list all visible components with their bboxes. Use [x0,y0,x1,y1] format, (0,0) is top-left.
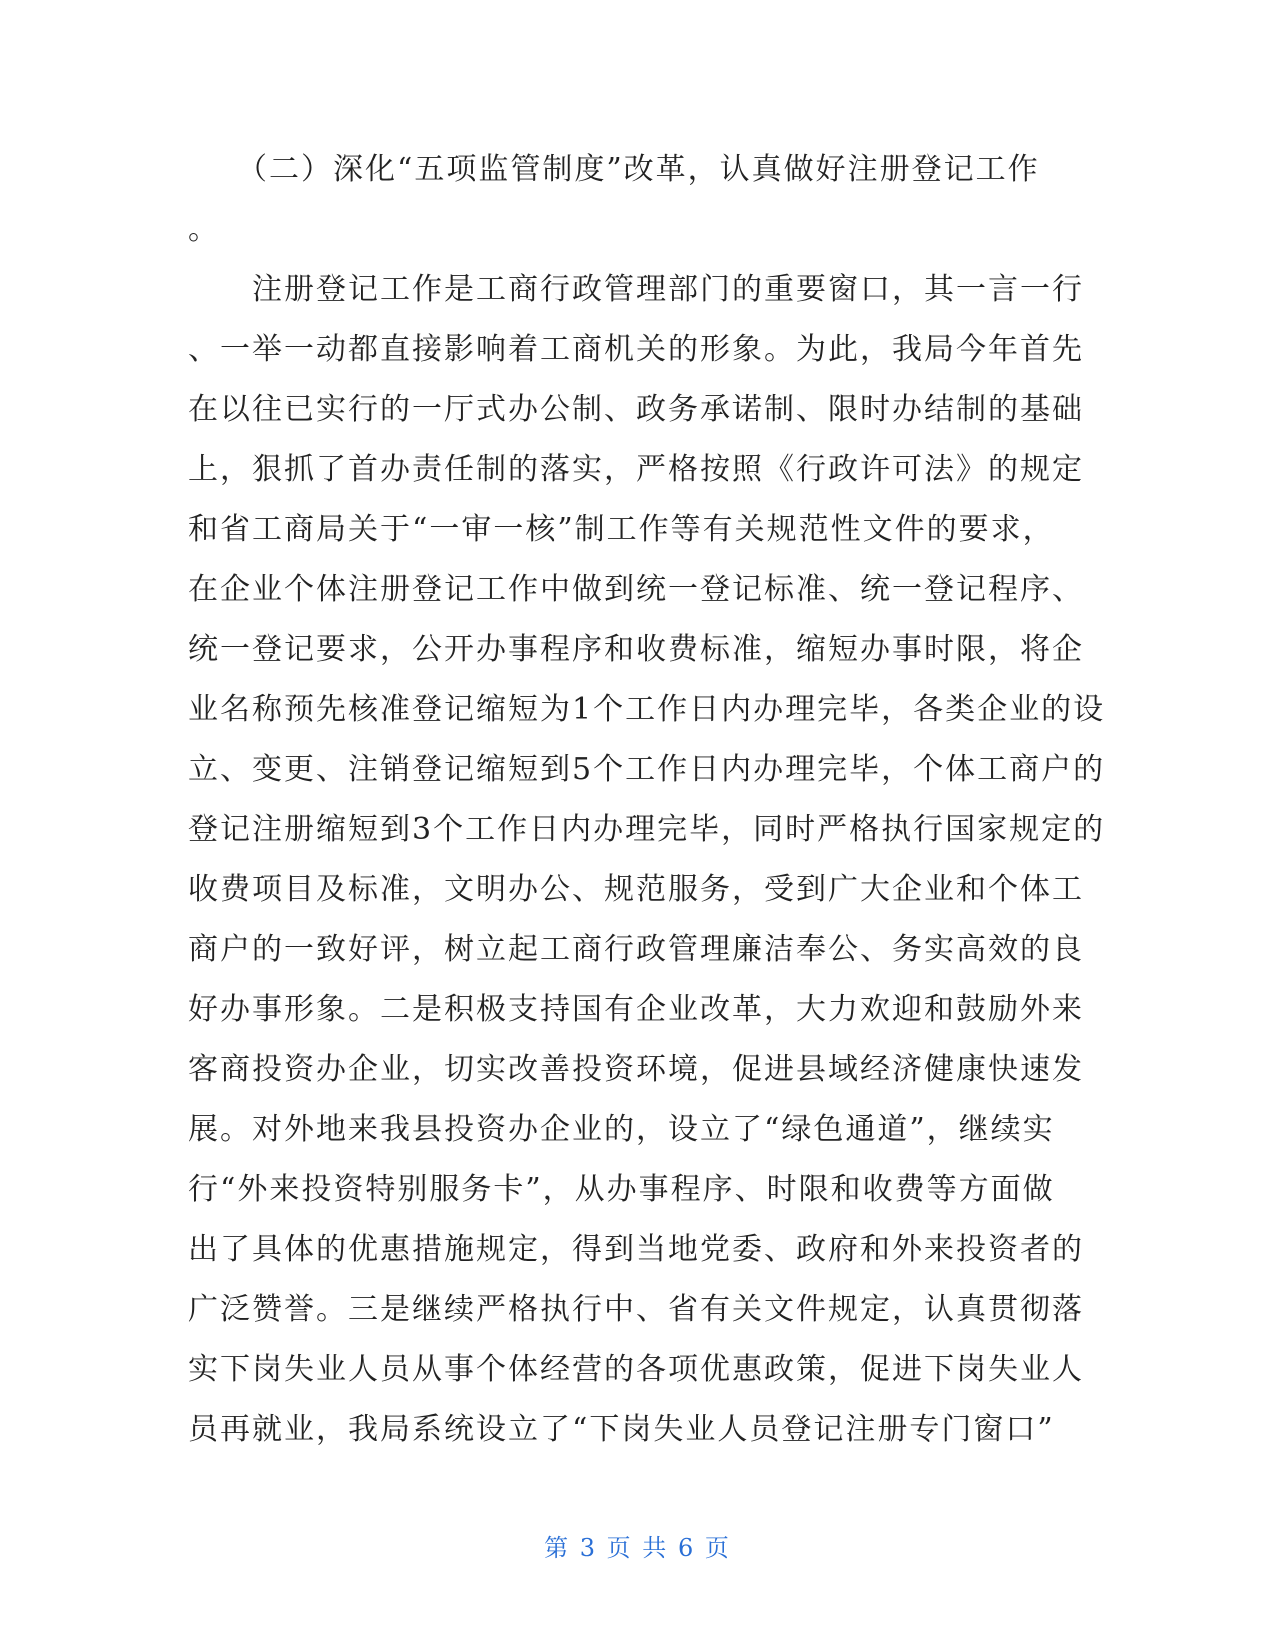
paragraph-line: 员再就业，我局系统设立了“下岗失业人员登记注册专门窗口” [188,1412,1055,1447]
paragraph-line: 登记注册缩短到3个工作日内办理完毕，同时严格执行国家规定的 [188,812,1106,847]
section-heading-line: 。 [188,212,220,247]
paragraph-line: 注册登记工作是工商行政管理部门的重要窗口，其一言一行 [188,272,1084,307]
paragraph-line: 在企业个体注册登记工作中做到统一登记标准、统一登记程序、 [188,572,1084,607]
paragraph-line: 客商投资办企业，切实改善投资环境，促进县域经济健康快速发 [188,1052,1084,1087]
paragraph-line: 广泛赞誉。三是继续严格执行中、省有关文件规定，认真贯彻落 [188,1292,1084,1327]
body-text [188,140,1106,1460]
paragraph-line: 商户的一致好评，树立起工商行政管理廉洁奉公、务实高效的良 [188,932,1084,967]
paragraph-line: 实下岗失业人员从事个体经营的各项优惠政策，促进下岗失业人 [188,1352,1084,1387]
paragraph-line: 、一举一动都直接影响着工商机关的形象。为此，我局今年首先 [188,332,1084,367]
paragraph-line: 立、变更、注销登记缩短到5个工作日内办理完毕，个体工商户的 [188,752,1106,787]
paragraph-line: 出了具体的优惠措施规定，得到当地党委、政府和外来投资者的 [188,1232,1084,1267]
page-number-footer: 第 3 页 共 6 页 [544,1534,731,1562]
paragraph-line: 收费项目及标准，文明办公、规范服务，受到广大企业和个体工 [188,872,1084,907]
paragraph-line: 行“外来投资特别服务卡”，从办事程序、时限和收费等方面做 [188,1172,1055,1207]
paragraph-line: 在以往已实行的一厅式办公制、政务承诺制、限时办结制的基础 [188,392,1084,427]
paragraph-line: 展。对外地来我县投资办企业的，设立了“绿色通道”，继续实 [188,1112,1055,1147]
paragraph-line: 和省工商局关于“一审一核”制工作等有关规范性文件的要求， [188,512,1055,547]
paragraph-line: 好办事形象。二是积极支持国有企业改革，大力欢迎和鼓励外来 [188,992,1084,1027]
section-heading-line: （二）深化“五项监管制度”改革，认真做好注册登记工作 [188,152,1040,187]
paragraph-line: 上，狠抓了首办责任制的落实，严格按照《行政许可法》的规定 [188,452,1084,487]
paragraph-line: 业名称预先核准登记缩短为1个工作日内办理完毕，各类企业的设 [188,692,1106,727]
paragraph-line: 统一登记要求，公开办事程序和收费标准，缩短办事时限，将企 [188,632,1084,667]
